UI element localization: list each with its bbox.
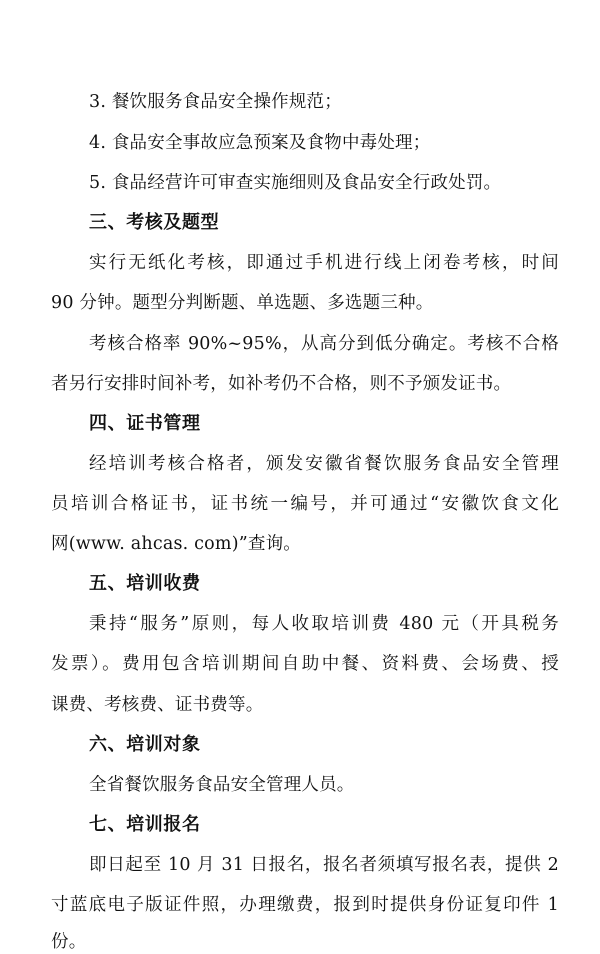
paragraph-line: 90 分钟。题型分判断题、单选题、多选题三种。 bbox=[51, 293, 434, 313]
paragraph-line: 全省餐饮服务食品安全管理人员。 bbox=[89, 775, 355, 795]
paragraph-line: 即日起至 10 月 31 日报名，报名者须填写报名表，提供 2 bbox=[89, 855, 559, 875]
section-heading: 四、证书管理 bbox=[89, 413, 201, 434]
section-heading: 六、培训对象 bbox=[89, 734, 201, 755]
paragraph-line: 员培训合格证书，证书统一编号，并可通过“安徽饮食文化 bbox=[51, 494, 559, 514]
section-heading: 七、培训报名 bbox=[89, 814, 201, 835]
paragraph-line: 经培训考核合格者，颁发安徽省餐饮服务食品安全管理 bbox=[89, 454, 559, 474]
section-heading: 五、培训收费 bbox=[89, 573, 201, 594]
paragraph-line: 者另行安排时间补考，如补考仍不合格，则不予颁发证书。 bbox=[51, 374, 512, 394]
list-item: 4. 食品安全事故应急预案及食物中毒处理； bbox=[89, 133, 431, 153]
list-item: 5. 食品经营许可审查实施细则及食品安全行政处罚。 bbox=[89, 173, 502, 193]
paragraph-line: 发票）。费用包含培训期间自助中餐、资料费、会场费、授 bbox=[51, 654, 559, 674]
paragraph-line: 寸蓝底电子版证件照，办理缴费，报到时提供身份证复印件 1 bbox=[51, 895, 559, 915]
paragraph-line: 网(www. ahcas. com)”查询。 bbox=[51, 534, 301, 554]
section-heading: 三、考核及题型 bbox=[89, 212, 220, 233]
list-item: 3. 餐饮服务食品安全操作规范； bbox=[89, 92, 342, 112]
paragraph-line: 份。 bbox=[51, 932, 87, 952]
paragraph-line: 考核合格率 90%~95%，从高分到低分确定。考核不合格 bbox=[89, 334, 559, 354]
paragraph-line: 课费、考核费、证书费等。 bbox=[51, 695, 264, 715]
paragraph-line: 秉持“服务”原则，每人收取培训费 480 元（开具税务 bbox=[89, 614, 559, 634]
paragraph-line: 实行无纸化考核，即通过手机进行线上闭卷考核，时间 bbox=[89, 253, 559, 273]
